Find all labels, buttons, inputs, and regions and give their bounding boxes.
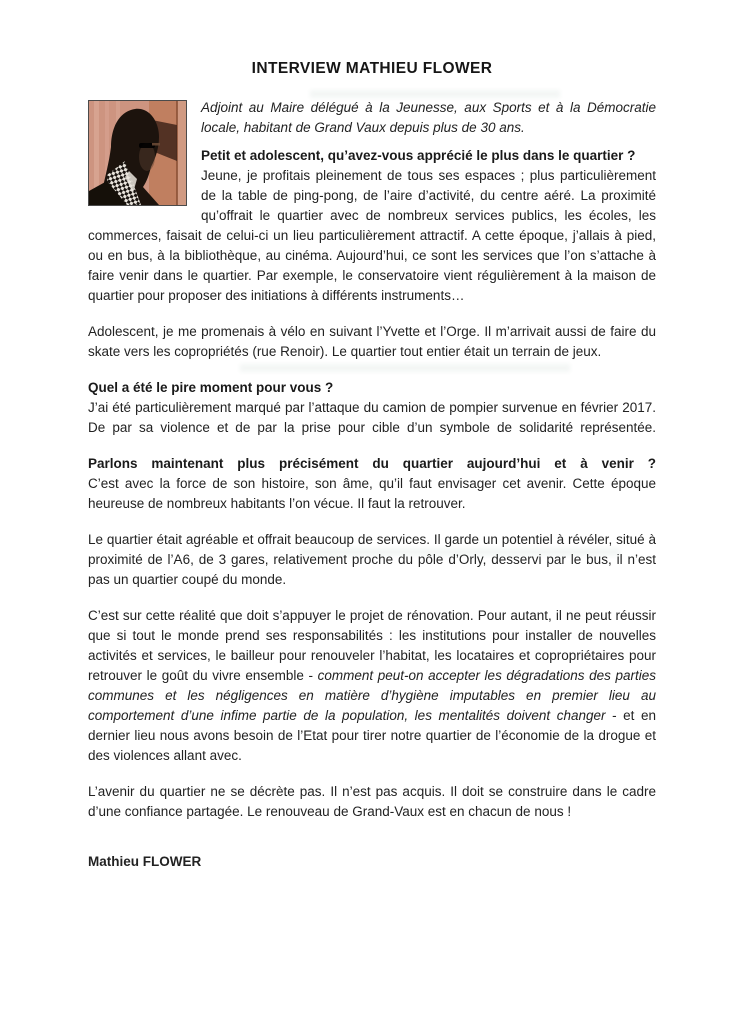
interview-body bbox=[88, 98, 656, 872]
answer-3-renovation-lead: C’est sur cette réalité que doit s’appuyer le projet de rénovation. Pour autant, il ne peut réussir que si tout le monde prend ses responsabilités : les institutions pour installer de nouvelles activités et services, le bailleur pour renouveler l’habitat, les locataires et copropriétaires pour retrouver le goût du vivre ensemble - bbox=[88, 608, 656, 683]
question-2: Quel a été le pire moment pour vous ? bbox=[88, 380, 334, 395]
answer-3-continued: Le quartier était agréable et offrait beaucoup de services. Il garde un potentiel à révéler, situé à proximité de l’A6, de 3 gares, relativement proche du pôle d’Orly, desservi par le bus, il n’est pas un quartier coupé du monde. bbox=[88, 532, 656, 587]
answer-3-conclusion: L’avenir du quartier ne se décrète pas. Il n’est pas acquis. Il doit se construire dans le cadre d’une confiance partagée. Le renouveau de Grand-Vaux est en chacun de nous ! bbox=[88, 784, 656, 819]
answer-1: Jeune, je profitais pleinement de tous ses espaces ; plus particulièrement de la table de ping-pong, de l’aire d’activité, du centre aéré. La proximité qu’offrait le quartier avec de nombreux services publics, les écoles, les commerces, faisait de celui-ci un lieu particulièrement attractif. A cette époque, j’allais à pied, ou en bus, à la bibliothèque, au cinéma. Aujourd’hui, ce sont les services que l’on s’attache à faire venir dans le quartier. Par exemple, le conservatoire vient régulièrement à la maison de quartier pour proposer des initiations à différents instruments… bbox=[88, 168, 656, 303]
portrait-photo-graphic bbox=[89, 101, 186, 205]
signature: Mathieu FLOWER bbox=[88, 854, 202, 869]
question-1: Petit et adolescent, qu’avez-vous apprécié le plus dans le quartier ? bbox=[201, 148, 636, 163]
interviewee-description: Adjoint au Maire délégué à la Jeunesse, aux Sports et à la Démocratie locale, habitant de Grand Vaux depuis plus de 30 ans. bbox=[201, 100, 656, 135]
answer-3: C’est avec la force de son histoire, son âme, qu’il faut envisager cet avenir. Cette époque heureuse de nombreux habitants l’on vécue. Il faut la retrouver. bbox=[88, 476, 656, 511]
answer-3-renovation bbox=[88, 606, 656, 766]
answer-3-renovation-italic: comment peut-on accepter les dégradations des parties communes et les négligences en matière d’hygiène imputables en premier lieu au comportement d’une infime partie de la population, les mentalités doivent changer bbox=[88, 668, 656, 723]
answer-1-continued: Adolescent, je me promenais à vélo en suivant l’Yvette et l’Orge. Il m’arrivait aussi de faire du skate vers les copropriétés (rue Renoir). Le quartier tout entier était un terrain de jeux. bbox=[88, 324, 656, 359]
question-3: Parlons maintenant plus précisément du quartier aujourd’hui et à venir ? bbox=[88, 456, 656, 471]
answer-3-renovation-tail: - et en dernier lieu nous avons besoin de l’Etat pour tirer notre quartier de l’économie de la drogue et des violences allant avec. bbox=[88, 708, 656, 763]
portrait-photo bbox=[88, 100, 187, 206]
page-title: INTERVIEW MATHIEU FLOWER bbox=[251, 60, 493, 77]
answer-2: J’ai été particulièrement marqué par l’attaque du camion de pompier survenue en février 2017. De par sa violence et de par la prise pour cible d’un symbole de solidarité représentée. bbox=[88, 400, 656, 435]
